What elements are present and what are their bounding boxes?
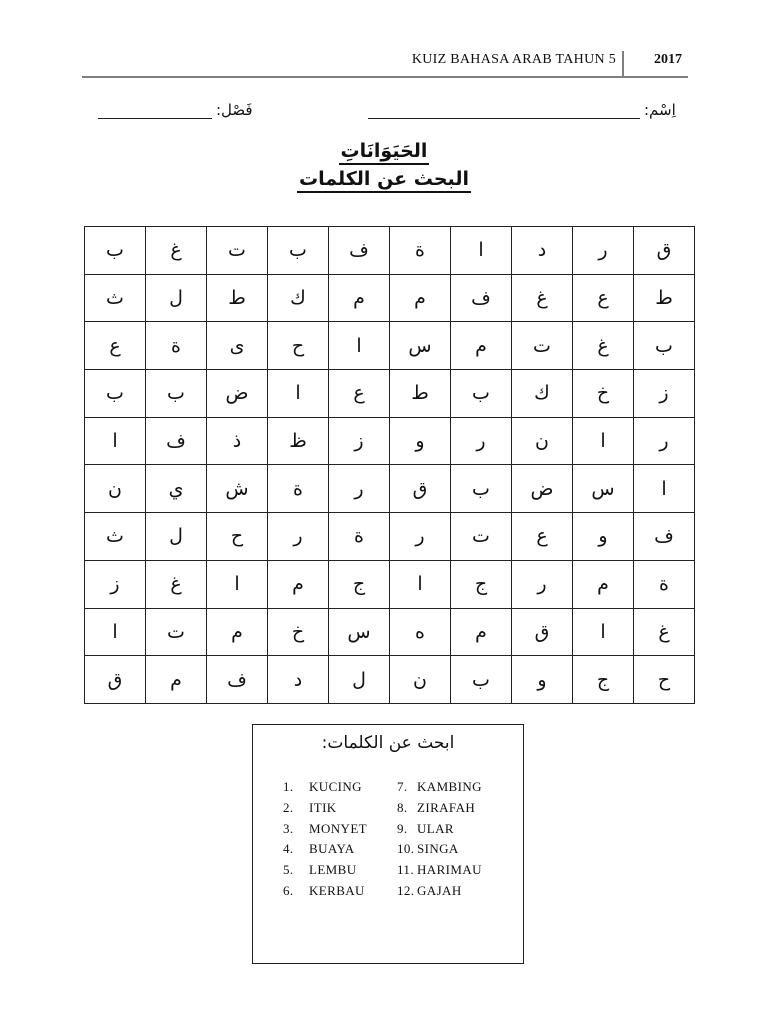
grid-cell[interactable]: ا: [573, 417, 634, 465]
word-list-box: [252, 724, 524, 964]
word-item: 4. BUAYA: [283, 841, 355, 857]
grid-cell[interactable]: غ: [146, 560, 207, 608]
grid-cell[interactable]: ا: [329, 322, 390, 370]
grid-cell[interactable]: ث: [85, 274, 146, 322]
grid-row: [85, 370, 695, 418]
word-item: 9. ULAR: [397, 820, 454, 836]
grid-cell[interactable]: ق: [85, 656, 146, 704]
grid-row: [85, 227, 695, 275]
grid-cell[interactable]: ش: [207, 465, 268, 513]
grid-cell[interactable]: خ: [268, 608, 329, 656]
grid-cell[interactable]: ض: [512, 465, 573, 513]
word-item: 12. GAJAH: [397, 882, 462, 898]
grid-cell[interactable]: ة: [146, 322, 207, 370]
grid-cell[interactable]: ط: [634, 274, 695, 322]
grid-cell[interactable]: ض: [207, 370, 268, 418]
grid-cell[interactable]: ف: [451, 274, 512, 322]
grid-cell[interactable]: ز: [634, 370, 695, 418]
grid-cell[interactable]: ر: [573, 227, 634, 275]
grid-cell[interactable]: ق: [634, 227, 695, 275]
word-list-left: [283, 777, 367, 902]
grid-cell[interactable]: ت: [512, 322, 573, 370]
grid-cell[interactable]: ح: [268, 322, 329, 370]
grid-cell[interactable]: غ: [634, 608, 695, 656]
grid-cell[interactable]: ب: [451, 656, 512, 704]
grid-cell[interactable]: ق: [512, 608, 573, 656]
word-item: 6. KERBAU: [283, 882, 365, 898]
name-line[interactable]: [368, 100, 640, 119]
grid-cell[interactable]: ع: [512, 513, 573, 561]
grid-cell[interactable]: ل: [146, 274, 207, 322]
topic-title-text: الحَيَوَانَاتِ: [339, 140, 430, 165]
grid-cell[interactable]: ع: [329, 370, 390, 418]
grid-cell[interactable]: ط: [390, 370, 451, 418]
name-field[interactable]: [368, 100, 676, 119]
grid-cell[interactable]: ع: [85, 322, 146, 370]
grid-cell[interactable]: ر: [634, 417, 695, 465]
word-item: 11. HARIMAU: [397, 862, 482, 878]
grid-cell[interactable]: م: [146, 656, 207, 704]
grid-cell[interactable]: س: [573, 465, 634, 513]
grid-cell[interactable]: ث: [85, 513, 146, 561]
grid-cell[interactable]: ه: [390, 608, 451, 656]
grid-cell[interactable]: ح: [207, 513, 268, 561]
grid-cell[interactable]: ا: [634, 465, 695, 513]
grid-cell[interactable]: ف: [146, 417, 207, 465]
grid-row: [85, 560, 695, 608]
grid-cell[interactable]: ر: [268, 513, 329, 561]
grid-cell[interactable]: ي: [146, 465, 207, 513]
grid-cell[interactable]: غ: [512, 274, 573, 322]
grid-cell[interactable]: ج: [329, 560, 390, 608]
grid-cell[interactable]: م: [573, 560, 634, 608]
grid-cell[interactable]: ت: [451, 513, 512, 561]
grid-cell[interactable]: ا: [390, 560, 451, 608]
grid-cell[interactable]: ق: [390, 465, 451, 513]
grid-cell[interactable]: م: [451, 322, 512, 370]
grid-cell[interactable]: و: [573, 513, 634, 561]
grid-cell[interactable]: ا: [207, 560, 268, 608]
word-search-grid: [84, 226, 695, 704]
name-label: اِسْم:: [644, 101, 676, 119]
grid-cell[interactable]: م: [390, 274, 451, 322]
grid-cell[interactable]: ب: [451, 465, 512, 513]
page-header: [82, 44, 688, 78]
grid-cell[interactable]: و: [512, 656, 573, 704]
grid-cell[interactable]: ك: [268, 274, 329, 322]
grid-cell[interactable]: ا: [85, 608, 146, 656]
grid-row: [85, 465, 695, 513]
grid-cell[interactable]: م: [268, 560, 329, 608]
grid-cell[interactable]: م: [451, 608, 512, 656]
grid-cell[interactable]: ج: [451, 560, 512, 608]
grid-cell[interactable]: ة: [390, 227, 451, 275]
grid-cell[interactable]: د: [268, 656, 329, 704]
grid-cell[interactable]: ف: [634, 513, 695, 561]
grid-row: [85, 513, 695, 561]
grid-cell[interactable]: ف: [207, 656, 268, 704]
student-fields: [0, 100, 768, 128]
grid-cell[interactable]: ا: [573, 608, 634, 656]
grid-cell[interactable]: ك: [512, 370, 573, 418]
class-label: فَصْل:: [216, 101, 253, 119]
grid-cell[interactable]: ح: [634, 656, 695, 704]
grid-cell[interactable]: م: [329, 274, 390, 322]
grid-cell[interactable]: ر: [329, 465, 390, 513]
grid-cell[interactable]: ر: [390, 513, 451, 561]
grid-cell[interactable]: ا: [85, 417, 146, 465]
word-item: 5. LEMBU: [283, 862, 357, 878]
grid-cell[interactable]: ل: [146, 513, 207, 561]
grid-cell[interactable]: ن: [390, 656, 451, 704]
word-list-title: ابحث عن الكلمات:: [321, 733, 455, 753]
word-list-right: [397, 777, 482, 902]
grid-cell[interactable]: ف: [329, 227, 390, 275]
class-line[interactable]: [98, 100, 212, 119]
grid-row: [85, 417, 695, 465]
grid-cell[interactable]: ة: [268, 465, 329, 513]
activity-title: [0, 168, 768, 190]
grid-cell[interactable]: ب: [268, 227, 329, 275]
topic-title: [0, 140, 768, 162]
grid-cell[interactable]: ن: [85, 465, 146, 513]
grid-cell[interactable]: ب: [451, 370, 512, 418]
grid-cell[interactable]: ى: [207, 322, 268, 370]
quiz-title: KUIZ BAHASA ARAB TAHUN 5: [412, 51, 624, 76]
grid-cell[interactable]: ا: [451, 227, 512, 275]
grid-cell[interactable]: ط: [207, 274, 268, 322]
grid-cell[interactable]: ت: [207, 227, 268, 275]
grid-cell[interactable]: ت: [146, 608, 207, 656]
grid-cell[interactable]: غ: [146, 227, 207, 275]
grid-cell[interactable]: ر: [451, 417, 512, 465]
grid-cell[interactable]: س: [329, 608, 390, 656]
grid-row: [85, 656, 695, 704]
grid-cell[interactable]: ة: [634, 560, 695, 608]
word-item: 7. KAMBING: [397, 779, 482, 794]
grid-cell[interactable]: ل: [329, 656, 390, 704]
class-field[interactable]: [98, 100, 253, 119]
activity-title-text: البحث عن الكلمات: [297, 168, 471, 193]
grid-cell[interactable]: و: [390, 417, 451, 465]
word-item: 8. ZIRAFAH: [397, 799, 476, 815]
grid-row: [85, 608, 695, 656]
grid-cell[interactable]: ب: [634, 322, 695, 370]
quiz-year: 2017: [654, 52, 682, 67]
grid-cell[interactable]: ر: [512, 560, 573, 608]
word-item: 2. ITIK: [283, 799, 337, 815]
grid-cell[interactable]: خ: [573, 370, 634, 418]
grid-cell[interactable]: م: [207, 608, 268, 656]
grid-cell[interactable]: ظ: [268, 417, 329, 465]
grid-cell[interactable]: ب: [146, 370, 207, 418]
grid-row: [85, 274, 695, 322]
word-item: 10. SINGA: [397, 841, 459, 857]
grid-cell[interactable]: د: [512, 227, 573, 275]
grid-cell[interactable]: ز: [85, 560, 146, 608]
grid-cell[interactable]: ذ: [207, 417, 268, 465]
grid-cell[interactable]: غ: [573, 322, 634, 370]
grid-cell[interactable]: ج: [573, 656, 634, 704]
grid-cell[interactable]: ا: [268, 370, 329, 418]
grid-cell[interactable]: ع: [573, 274, 634, 322]
grid-cell[interactable]: ن: [512, 417, 573, 465]
grid-cell[interactable]: ب: [85, 370, 146, 418]
word-item: 1. KUCING: [283, 779, 362, 794]
grid-cell[interactable]: ة: [329, 513, 390, 561]
word-item: 3. MONYET: [283, 820, 368, 836]
grid-cell[interactable]: ز: [329, 417, 390, 465]
grid-cell[interactable]: س: [390, 322, 451, 370]
grid-cell[interactable]: ب: [85, 227, 146, 275]
grid-row: [85, 322, 695, 370]
